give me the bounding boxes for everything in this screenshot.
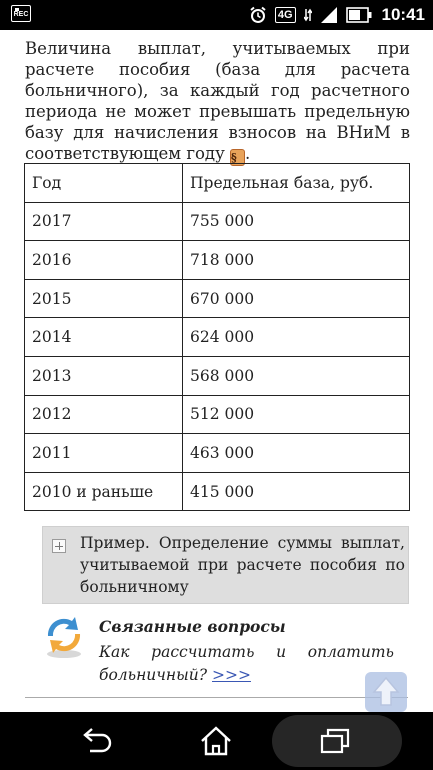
year-cell: 2010 и раньше	[25, 472, 183, 511]
table-row	[25, 472, 410, 511]
divider	[25, 697, 408, 698]
limit-cell: 670 000	[183, 279, 410, 318]
scroll-to-top-button[interactable]	[365, 672, 407, 712]
table-row	[25, 434, 410, 473]
home-icon	[186, 721, 246, 761]
screen-record-icon: REC	[11, 5, 31, 22]
related-question	[99, 641, 394, 687]
year-cell: 2015	[25, 279, 183, 318]
paragraph-end: .	[245, 144, 251, 163]
table-row	[25, 318, 410, 357]
article-paragraph	[25, 38, 410, 166]
insurance-base-table	[24, 163, 410, 511]
limit-cell: 624 000	[183, 318, 410, 357]
example-text[interactable]: Пример. Определение суммы выплат, учитываемой при расчете пособия по больничному	[80, 534, 405, 596]
status-bar	[0, 0, 433, 30]
limit-cell: 718 000	[183, 241, 410, 280]
plus-icon[interactable]	[52, 539, 66, 553]
limit-cell: 568 000	[183, 356, 410, 395]
recents-icon	[306, 721, 366, 761]
year-cell: 2016	[25, 241, 183, 280]
example-expander[interactable]	[42, 526, 409, 604]
year-cell: 2011	[25, 434, 183, 473]
table-row	[25, 279, 410, 318]
arrow-up-icon	[365, 672, 407, 712]
table-row	[25, 202, 410, 241]
info-icon[interactable]: §	[230, 149, 245, 166]
limit-cell: 755 000	[183, 202, 410, 241]
related-questions-title: Связанные вопросы	[99, 617, 286, 636]
related-question-text[interactable]: Как рассчитать и оплатить больничный?	[99, 643, 394, 684]
signal-icon	[320, 6, 338, 24]
paragraph-text: Величина выплат, учитываемых при расчете пособия (база для расчета больничного), за каждый год расчетного периода не может превышать предельную базу для начисления взносов на ВНиМ в соответствующем году	[25, 39, 410, 163]
wifi-arrows-icon	[304, 6, 312, 24]
limit-cell: 415 000	[183, 472, 410, 511]
refresh-arrows-icon	[42, 612, 86, 660]
year-cell: 2014	[25, 318, 183, 357]
home-button[interactable]	[186, 721, 246, 761]
network-type-badge: 4G	[275, 7, 296, 23]
navigation-bar	[0, 712, 433, 770]
year-cell: 2012	[25, 395, 183, 434]
recents-button[interactable]	[306, 721, 366, 761]
battery-icon	[346, 7, 372, 23]
back-icon	[66, 721, 126, 761]
year-cell: 2013	[25, 356, 183, 395]
column-header-limit: Предельная база, руб.	[183, 164, 410, 203]
table-header-row	[25, 164, 410, 203]
related-question-link[interactable]: >>>	[212, 666, 251, 684]
table-row	[25, 395, 410, 434]
column-header-year: Год	[25, 164, 183, 203]
alarm-icon	[249, 6, 267, 24]
table-row	[25, 356, 410, 395]
limit-cell: 463 000	[183, 434, 410, 473]
year-cell: 2017	[25, 202, 183, 241]
limit-cell: 512 000	[183, 395, 410, 434]
article-content[interactable]	[0, 30, 433, 712]
table-row	[25, 241, 410, 280]
back-button[interactable]	[66, 721, 126, 761]
clock: 10:41	[381, 5, 425, 24]
